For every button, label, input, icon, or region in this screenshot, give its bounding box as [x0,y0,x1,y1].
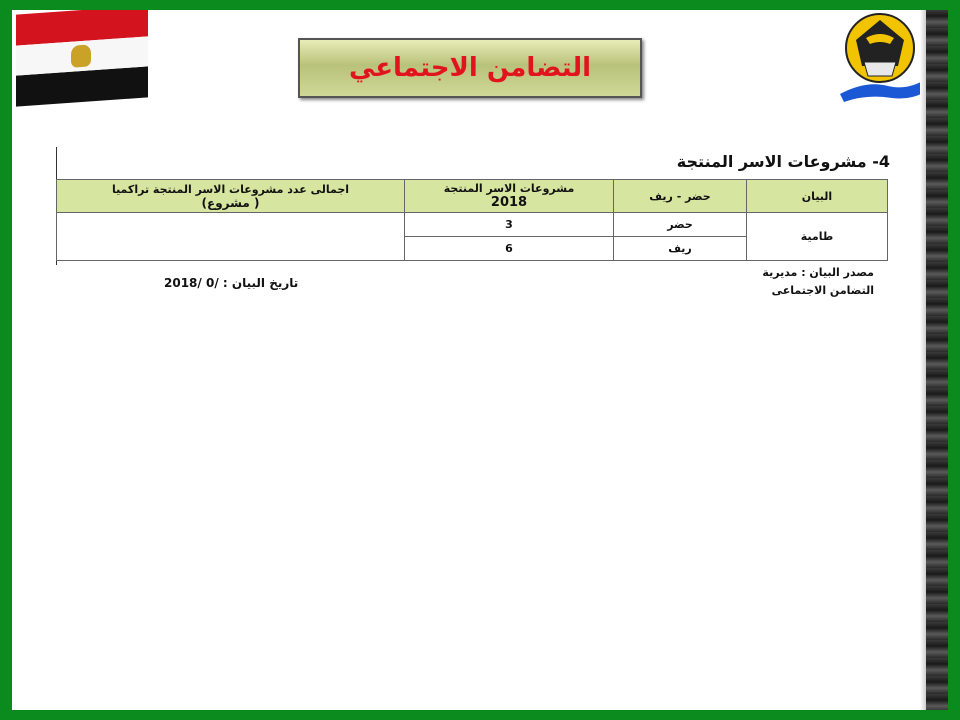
header-urban-rural: حضر - ريف [614,180,747,213]
header-projects: مشروعات الاسر المنتجة 2018 [405,180,614,213]
group-label-cell: طامية [747,213,888,261]
header-cumulative: اجمالى عدد مشروعات الاسر المنتجة تراكميا ( مشروع) [57,180,405,213]
date-note: تاريخ البيان : /0 /2018 [164,276,299,290]
egypt-flag-icon [16,10,148,107]
table-header-row [57,180,888,213]
row-value-cell: 3 [405,213,614,237]
page-title: التضامن الاجتماعي [348,53,592,83]
decorative-border [926,10,948,710]
data-table [56,179,888,261]
header-item: البيان [747,180,888,213]
slide [12,10,948,710]
source-note: مصدر البيان : مديرية التضامن الاجتماعى [762,266,874,297]
row-type-cell: ريف [614,237,747,261]
title-banner [298,38,642,98]
eagle-emblem-icon [71,44,91,67]
section-heading: 4- مشروعات الاسر المنتجة [676,152,890,171]
row-type-cell: حضر [614,213,747,237]
table-row [57,213,888,237]
row-value-cell: 6 [405,237,614,261]
cumulative-cell [57,213,405,261]
